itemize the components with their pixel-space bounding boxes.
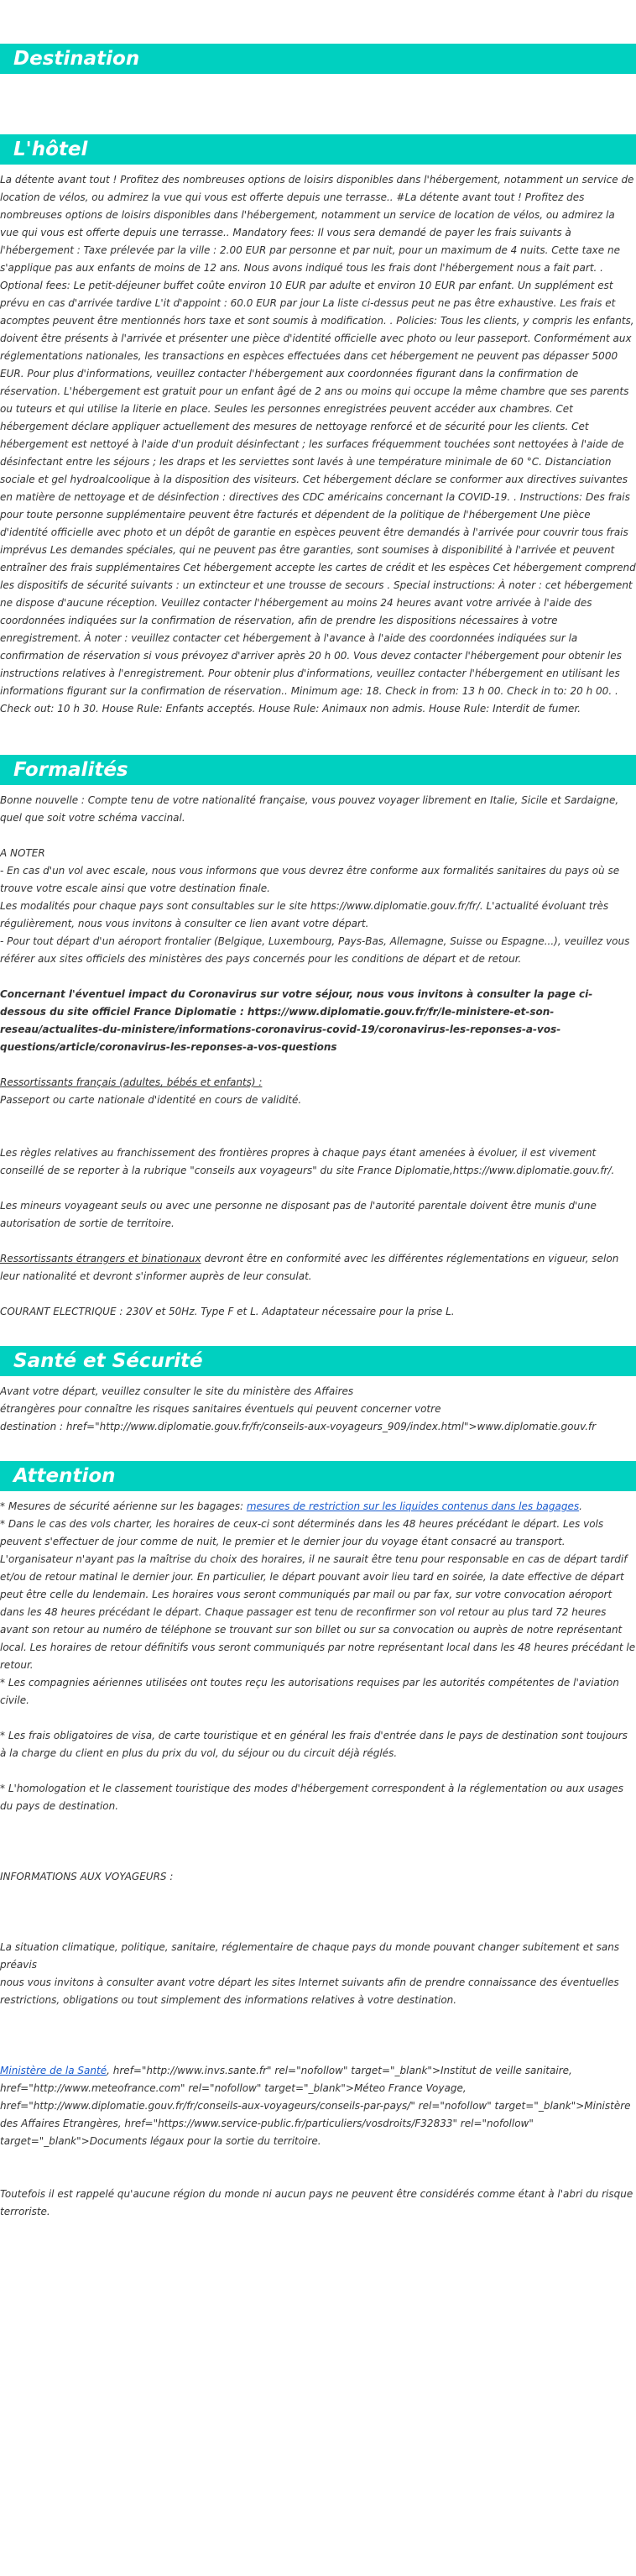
visa-fees: * Les frais obligatoires de visa, de carte touristique et en général les frais d'entrée dans le pays de destination sont toujours à la charge du client en plus du prix du vol, du séjour ou du circuit déjà réglés.: [0, 1730, 628, 1759]
hotel-description: La détente avant tout ! Profitez des nombreuses options de loisirs disponibles dans l'hébergement, notamment un service de location de vélos, ou admirez la vue qui vous est offerte depuis une terrasse.. #La détente avant tout ! Profitez des nombreuses options de loisirs disponibles dans l'hébergement, notamment un service de location de vélos, ou admirez la vue qui vous est offerte depuis une terrasse.. Mandatory fees: Il vous sera demandé de payer les frais suivants à l'hébergement : Taxe prélevée par la ville : 2.00 EUR par personne et par nuit, pour un maximum de 4 nuits. Cette taxe ne s'applique pas aux enfants de moins de 12 ans. Nous avons indiqué tous les frais dont l'hébergement nous a fait part. . Optional fees: Le petit-déjeuner buffet coûte environ 10 EUR par adulte et environ 10 EUR par enfant. Un supplément est prévu en cas d'arrivée tardive L'it d'appoint : 60.0 EUR par jour La liste ci-dessus peut ne pas être exhaustive. Les frais et acomptes peuvent être mentionnés hors taxe et sont soumis à modification. . Policies: Tous les clients, y compris les enfants, doivent être présents à l'arrivée et présenter une pièce d'identité officielle avec photo ou leur passeport. Conformément aux réglementations nationales, les transactions en espèces effectuées dans cet hébergement ne peuvent pas dépasser 5000 EUR. Pour plus d'informations, veuillez contacter l'hébergement aux coordonnées figurant dans la confirmation de réservation. L'hébergement est gratuit pour un enfant âgé de 2 ans ou moins qui occupe la même chambre que ses parents ou tuteurs et qui utilise la literie en place. Seules les personnes enregistrées peuvent accéder aux chambres. Cet hébergement déclare appliquer actuellement des mesures de nettoyage renforcé et de sécurité pour les clients. Cet hébergement est nettoyé à l'aide d'un produit désinfectant ; les surfaces fréquemment touchées sont nettoyées à l'aide de désinfectant entre les séjours ; les draps et les serviettes sont lavés à une température minimale de 60 °C. Distanciation sociale et gel hydroalcoolique à la disposition des visiteurs. Cet hébergement déclare se conformer aux directives suivantes en matière de nettoyage et de désinfection : directives des CDC américains concernant la COVID-19. . Instructions: Des frais pour toute personne supplémentaire peuvent être facturés et dépendent de la politique de l'hébergement Une pièce d'identité officielle avec photo et un dépôt de garantie en espèces peuvent être demandés à l'arrivée pour couvrir tous frais imprévus Les demandes spéciales, qui ne peuvent pas être garanties, sont soumises à disponibilité à l'arrivée et peuvent entraîner des frais supplémentaires Cet hébergement accepte les cartes de crédit et les espèces Cet hébergement comprend les dispositifs de sécurité suivants : un extincteur et une trousse de secours . Special instructions: À noter : cet hébergement ne dispose d'aucune réception. Veuillez contacter l'hébergement au moins 24 heures avant votre arrivée à l'aide des coordonnées indiquées sur la confirmation de réservation, afin de prendre les dispositions nécessaires à votre enregistrement. À noter : veuillez contacter cet hébergement à l'avance à l'aide des coordonnées indiquées sur la confirmation de réservation si vous prévoyez d'arriver après 20 h 00. Vous devez contacter l'hébergement pour obtenir les instructions relatives à l'enregistrement. Pour obtenir plus d'informations, veuillez contacter l'hébergement en utilisant les informations figurant sur la confirmation de réservation.. Minimum age: 18. Check in from: 13 h 00. Check in to: 20 h 00. . Check out: 10 h 30. House Rule: Enfants acceptés. House Rule: Animaux non admis. House Rule: Interdit de fumer.: [0, 174, 636, 715]
formalites-section: [0, 792, 636, 1321]
note-stopover: - En cas d'un vol avec escale, nous vous informons que vous devrez être conforme aux formalités sanitaires du pays où se trouve votre escale ainsi que votre destination finale.: [0, 865, 620, 894]
section-title-formalites: Formalités: [0, 755, 636, 785]
sante-line-2: étrangères pour connaître les risques sanitaires éventuels qui peuvent concerner votre: [0, 1403, 441, 1415]
security-measures: * Mesures de sécurité aérienne sur les bagages: mesures de restriction sur les liquides contenus dans les bagages.: [0, 1500, 582, 1512]
attention-section: [0, 1498, 636, 2221]
section-title-hotel: L'hôtel: [0, 134, 636, 165]
note-heading: A NOTER: [0, 847, 45, 859]
airlines-authorization: * Les compagnies aériennes utilisées ont toutes reçu les autorisations requises par les autorités compétentes de l'aviation civile.: [0, 1677, 619, 1706]
foreign-nationals-heading: Ressortissants étrangers et binationaux: [0, 1253, 201, 1264]
sante-line-1: Avant votre départ, veuillez consulter le site du ministère des Affaires: [0, 1385, 354, 1397]
travellers-info-heading: INFORMATIONS AUX VOYAGEURS :: [0, 1871, 174, 1882]
terror-risk: Toutefois il est rappelé qu'aucune région du monde ni aucun pays ne peuvent être considérés comme étant à l'abri du risque terroriste.: [0, 2188, 633, 2217]
minors-text: Les mineurs voyageant seuls ou avec une personne ne disposant pas de l'autorité parentale doivent être munis d'une autorisation de sortie de territoire.: [0, 1200, 597, 1229]
situation-text-1: La situation climatique, politique, sanitaire, réglementaire de chaque pays du monde pouvant changer subitement et sans préavis: [0, 1941, 620, 1971]
homologation: * L'homologation et le classement touristique des modes d'hébergement correspondent à la réglementation ou aux usages du pays de destination.: [0, 1783, 623, 1812]
sante-section: [0, 1383, 636, 1436]
french-nationals-heading: Ressortissants français (adultes, bébés et enfants) :: [0, 1076, 263, 1088]
section-title-sante: Santé et Sécurité: [0, 1346, 636, 1376]
french-nationals-text: Passeport ou carte nationale d'identité en cours de validité.: [0, 1094, 302, 1106]
hotel-section: [0, 171, 636, 718]
formalites-intro: Bonne nouvelle : Compte tenu de votre nationalité française, vous pouvez voyager librement en Italie, Sicile et Sardaigne, quel que soit votre schéma vaccinal.: [0, 794, 619, 824]
covid-notice: Concernant l'éventuel impact du Coronavirus sur votre séjour, nous vous invitons à consulter la page ci-dessous du site officiel France Diplomatie : https://www.diplomatie.gouv.fr/fr/le-ministere-et-son-reseau/actualites-du-ministere/informations-coronavirus-covid-19/coronavirus-les-reponses-a-vos-questions/article/coronavirus-les-reponses-a-vos-questions: [0, 988, 593, 1053]
ministry-health-link[interactable]: Ministère de la Santé: [0, 2065, 107, 2076]
charter-schedules: * Dans le cas des vols charter, les horaires de ceux-ci sont déterminés dans les 48 heures précédant le départ. Les vols peuvent s'effectuer de jour comme de nuit, le premier et le dernier jour du voyage étant consacré au transport. L'organisateur n'ayant pas la maîtrise du choix des horaires, il ne saurait être tenu pour responsable en cas de départ tardif et/ou de retour matinal le dernier jour. En particulier, le départ pouvant avoir lieu tard en soirée, la date effective de départ peut être celle du lendemain. Les horaires vous seront communiqués par mail ou par fax, sur votre convocation aéroport dans les 48 heures précédant le départ. Chaque passager est tenu de reconfirmer son vol retour au plus tard 72 heures avant son retour au numéro de téléphone se trouvant sur son billet ou sur sa convocation ou auprès de notre représentant local. Les horaires de retour définitifs vous seront communiqués par notre représentant local dans les 48 heures précédant le retour.: [0, 1518, 636, 1671]
section-title-destination: Destination: [0, 44, 636, 74]
note-modalities: Les modalités pour chaque pays sont consultables sur le site https://www.diplomatie.gouv.fr/fr/. L'actualité évoluant très régulièrement, nous vous invitons à consulter ce lien avant votre départ.: [0, 900, 609, 929]
section-title-attention: Attention: [0, 1461, 636, 1491]
electric-current: COURANT ELECTRIQUE : 230V et 50Hz. Type F et L. Adaptateur nécessaire pour la prise L.: [0, 1306, 455, 1317]
note-border-airport: - Pour tout départ d'un aéroport frontalier (Belgique, Luxembourg, Pays-Bas, Allemagne, Suisse ou Espagne...), veuillez vous référer aux sites officiels des ministères des pays concernés pour les conditions de départ et de retour.: [0, 935, 630, 965]
useful-links: Ministère de la Santé, href="http://www.invs.sante.fr" rel="nofollow" target="_blank">Institut de veille sanitaire, href="http://www.meteofrance.com" rel="nofollow" target="_blank">Méteo France Voyage, href="http://www.diplomatie.gouv.fr/fr/conseils-aux-voyageurs/conseils-par-pays/" rel="nofollow" target="_blank">Ministère des Affaires Etrangères, href="https://www.service-public.fr/particuliers/vosdroits/F32833" rel="nofollow" target="_blank">Documents légaux pour la sortie du territoire.: [0, 2065, 631, 2147]
situation-text-2: nous vous invitons à consulter avant votre départ les sites Internet suivants afin de prendre connaissance des éventuelles restrictions, obligations ou tout simplement des informations relatives à votre destination.: [0, 1977, 619, 2006]
sante-line-3: destination : href="http://www.diplomatie.gouv.fr/fr/conseils-aux-voyageurs_909/index.html">www.diplomatie.gouv.fr: [0, 1421, 597, 1432]
liquids-restriction-link[interactable]: mesures de restriction sur les liquides contenus dans les bagages: [246, 1500, 580, 1512]
foreign-nationals-text: devront être en conformité avec les différentes réglementations en vigueur, selon leur nationalité et devront s'informer auprès de leur consulat.: [0, 1253, 619, 1282]
border-rules-text: Les règles relatives au franchissement des frontières propres à chaque pays étant amenées à évoluer, il est vivement conseillé de se reporter à la rubrique "conseils aux voyageurs" du site France Diplomatie,https://www.diplomatie.gouv.fr/.: [0, 1147, 615, 1176]
